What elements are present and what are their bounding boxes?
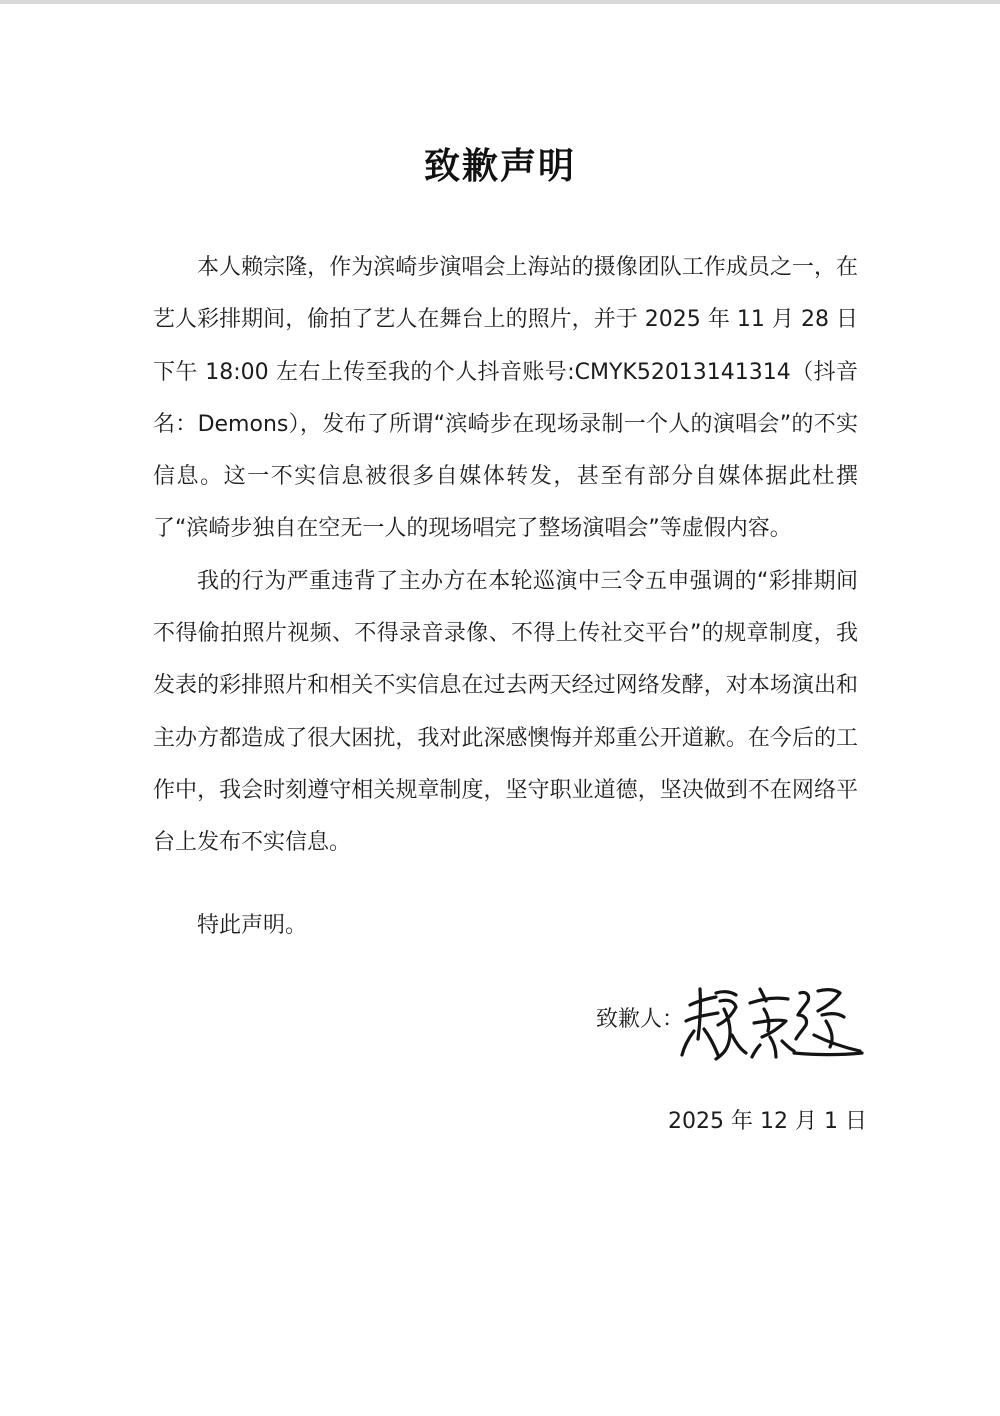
paragraph-1: 本人赖宗隆，作为滨崎步演唱会上海站的摄像团队工作成员之一，在艺人彩排期间，偷拍了艺人在舞台上的照片，并于 2025 年 11 月 28 日下午 18:00 左右上传至我的个人抖音账号:CMYK52013141314（抖音名：Demons），发布了所谓“滨崎步在现场录制一个人的演唱会”的不实信息。这一不实信息被很多自媒体转发，甚至有部分自媒体据此杜撰了“滨崎步独自在空无一人的现场唱完了整场演唱会”等虚假内容。 — [153, 255, 858, 542]
document-title: 致歉声明 — [423, 146, 576, 187]
statement-date: 2025 年 12 月 1 日 — [668, 1109, 867, 1134]
signature-label: 致歉人： — [596, 1007, 685, 1032]
paragraph-2: 我的行为严重违背了主办方在本轮巡演中三令五申强调的“彩排期间不得偷拍照片视频、不得录音录像、不得上传社交平台”的规章制度，我发表的彩排照片和相关不实信息在过去两天经过网络发酵，对本场演出和主办方都造成了很大困扰，我对此深感懊悔并郑重公开道歉。在今后的工作中，我会时刻遵守相关规章制度，坚守职业道德，坚决做到不在网络平台上发布不实信息。 — [153, 568, 858, 856]
statement-body — [153, 242, 858, 870]
handwritten-signature — [676, 975, 866, 1075]
closing-line: 特此声明。 — [197, 913, 308, 938]
page-top-edge — [0, 0, 1000, 4]
